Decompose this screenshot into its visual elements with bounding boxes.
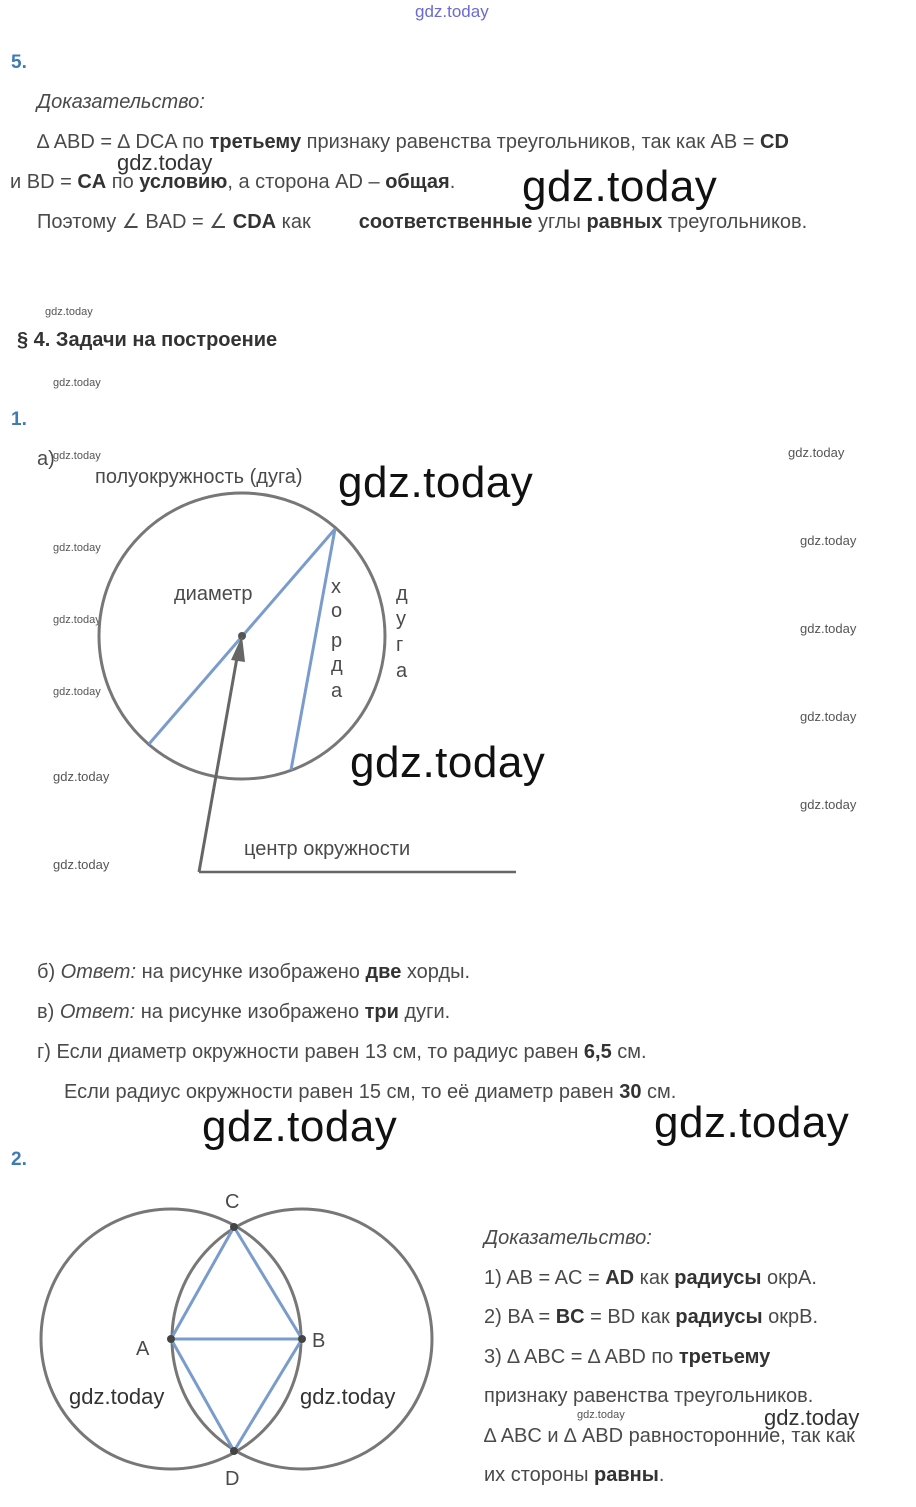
- point-c: [230, 1223, 238, 1231]
- watermark: gdz.today: [202, 1102, 398, 1151]
- watermark: gdz.today: [800, 797, 857, 812]
- point-d: [230, 1447, 238, 1455]
- arc-letter: г: [396, 634, 404, 656]
- chord-letter: х: [331, 576, 341, 598]
- task1-part-v: в) Ответ: на рисунке изображено три дуги.: [37, 1001, 451, 1023]
- arc-letter: у: [396, 608, 406, 630]
- watermark: gdz.today: [654, 1098, 850, 1147]
- watermark: gdz.today: [117, 150, 213, 175]
- arc-letter: а: [396, 660, 408, 682]
- task2-number: 2.: [11, 1149, 27, 1170]
- chord-letter: д: [331, 654, 343, 676]
- task2-line4: признаку равенства треугольников.: [484, 1385, 814, 1407]
- semicircle-label: полуокружность (дуга): [95, 466, 303, 488]
- watermark: gdz.today: [800, 709, 857, 724]
- task1-part-g1: г) Если диаметр окружности равен 13 см, то радиус равен 6,5 см.: [37, 1041, 647, 1063]
- section-title: § 4. Задачи на построение: [17, 329, 278, 351]
- task1-part-b: б) Ответ: на рисунке изображено две хорды.: [37, 961, 471, 983]
- watermark: gdz.today: [788, 445, 845, 460]
- task2-line6: их стороны равны.: [484, 1464, 665, 1486]
- chord-letter: а: [331, 680, 343, 702]
- watermark: gdz.today: [45, 306, 93, 318]
- watermark: gdz.today: [300, 1384, 396, 1409]
- watermark: gdz.today: [53, 614, 101, 626]
- watermark: gdz.today: [53, 450, 101, 462]
- watermark: gdz.today: [53, 857, 110, 872]
- point-b-label: B: [312, 1330, 326, 1352]
- task5-line2: и BD = CA по условию, а сторона AD – общая.: [10, 171, 456, 193]
- watermark: gdz.today: [338, 458, 534, 507]
- triangle-abd: [171, 1339, 302, 1451]
- triangle-abc: [171, 1227, 302, 1339]
- task5-number: 5.: [11, 52, 27, 73]
- watermark: gdz.today: [522, 162, 718, 211]
- watermark: gdz.today: [53, 377, 101, 389]
- chord-letter: р: [331, 630, 343, 652]
- watermark: gdz.today: [800, 533, 857, 548]
- watermark: gdz.today: [577, 1409, 625, 1421]
- task1-number: 1.: [11, 409, 27, 430]
- watermark: gdz.today: [350, 738, 546, 787]
- watermark: gdz.today: [764, 1405, 860, 1430]
- diameter-label: диаметр: [174, 583, 253, 605]
- watermark: gdz.today: [69, 1384, 165, 1409]
- header-watermark: gdz.today: [415, 2, 489, 21]
- arc-letter: д: [396, 583, 408, 605]
- watermark: gdz.today: [800, 621, 857, 636]
- point-a: [167, 1335, 175, 1343]
- task2-line1: 1) AB = AC = AD как радиусы окрA.: [484, 1267, 817, 1289]
- task2-proof-label: Доказательство:: [484, 1227, 652, 1249]
- task2-line2: 2) BA = BC = BD как радиусы окрB.: [484, 1306, 818, 1328]
- task1-part-g2: Если радиус окружности равен 15 см, то её диаметр равен 30 см.: [64, 1081, 677, 1103]
- point-b: [298, 1335, 306, 1343]
- point-c-label: C: [225, 1191, 240, 1213]
- point-a-label: A: [136, 1338, 150, 1360]
- point-d-label: D: [225, 1468, 240, 1490]
- task2-line5: ∆ ABC и ∆ ABD равносторонние, так как: [484, 1425, 855, 1447]
- task2-line3: 3) ∆ ABC = ∆ ABD по третьему: [484, 1346, 771, 1368]
- task1-part-a: а): [37, 448, 55, 470]
- watermark: gdz.today: [53, 686, 101, 698]
- center-label: центр окружности: [244, 838, 411, 860]
- task5-line1: ∆ ABD = ∆ DCA по третьему признаку равенства треугольников, так как AB = CD: [37, 131, 789, 153]
- chord-letter: о: [331, 600, 343, 622]
- task5-proof-label: Доказательство:: [37, 91, 205, 113]
- watermark: gdz.today: [53, 769, 110, 784]
- task5-line3: Поэтому ∠ BAD = ∠ CDA как соответственные углы равных треугольников.: [37, 211, 808, 233]
- watermark: gdz.today: [53, 542, 101, 554]
